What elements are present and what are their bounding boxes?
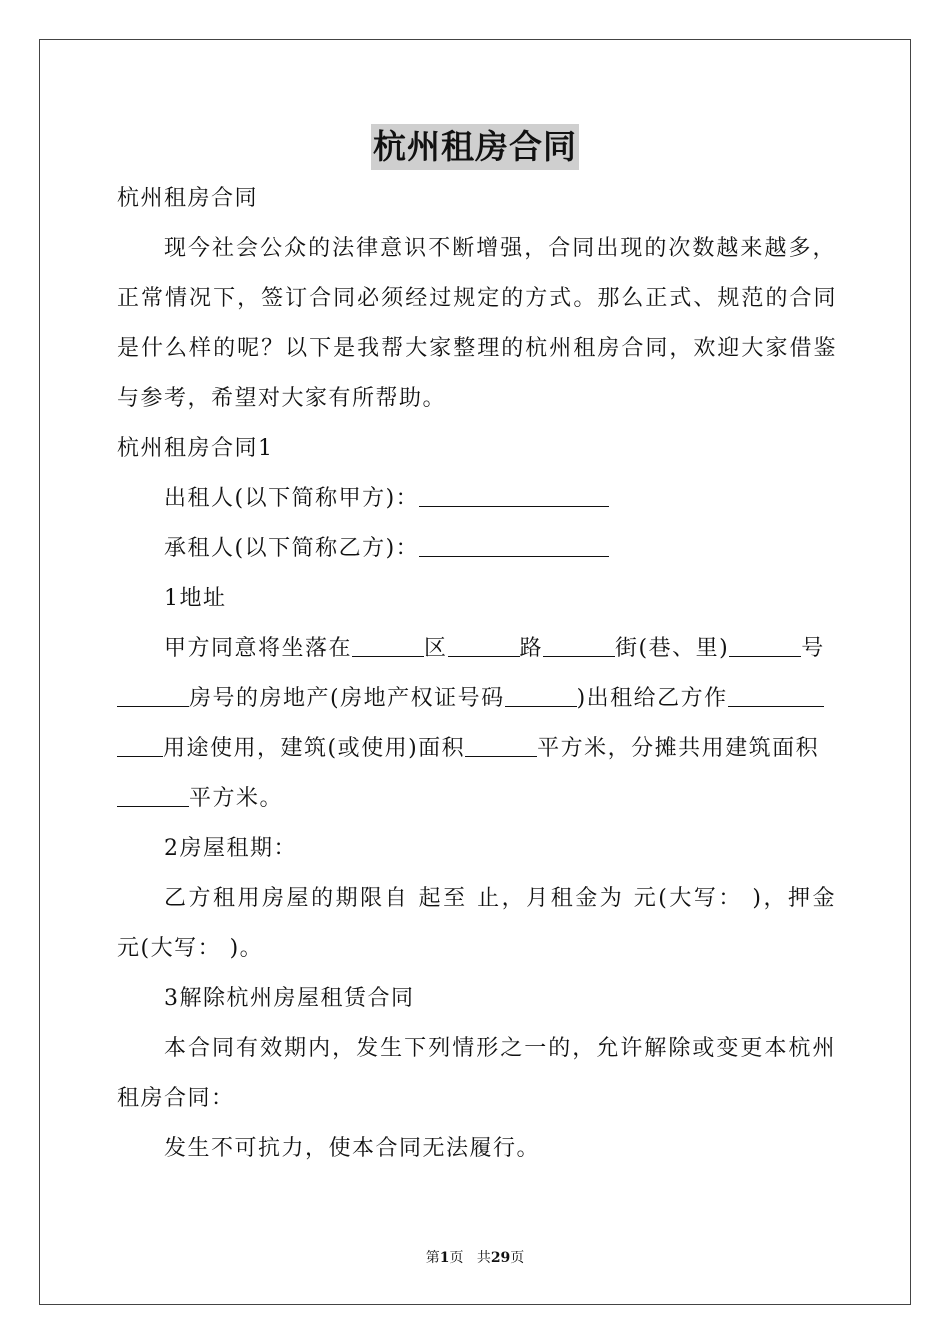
lessor-blank xyxy=(419,486,609,507)
sec1-text: 街(巷、里) xyxy=(615,636,730,661)
lessee-blank xyxy=(419,536,609,557)
lessor-line xyxy=(164,484,836,514)
footer-total-suffix: 页 xyxy=(510,1250,525,1266)
document-title: 杭州租房合同 xyxy=(371,124,579,170)
lessee-line xyxy=(164,534,836,564)
sec1-text: 甲方同意将坐落在 xyxy=(164,636,353,661)
number-blank xyxy=(729,636,801,657)
sec1-text: 路 xyxy=(519,636,544,661)
shared-area-blank xyxy=(117,786,189,807)
contract-heading: 杭州租房合同1 xyxy=(117,436,274,461)
usage-blank-a xyxy=(728,686,824,707)
intro-line-1: 现今社会公众的法律意识不断增强，合同出现的次数越来越多， xyxy=(164,236,836,261)
section-3-heading: 3解除杭州房屋租赁合同 xyxy=(164,986,415,1011)
lessor-label: 出租人(以下简称甲方)： xyxy=(164,486,420,511)
sec1-text: 号 xyxy=(801,636,825,661)
footer-page-suffix: 页 xyxy=(449,1250,464,1266)
section-1-line-4 xyxy=(117,784,837,814)
lessee-label: 承租人(以下简称乙方)： xyxy=(164,536,420,561)
area-blank xyxy=(465,736,537,757)
intro-line-2: 正常情况下，签订合同必须经过规定的方式。那么正式、规范的合同 xyxy=(117,286,837,311)
sec1-text: 区 xyxy=(424,636,448,661)
title-block xyxy=(0,124,950,170)
sec1-text: )出租给乙方作 xyxy=(576,686,728,711)
section-2-line-1: 乙方租用房屋的期限自 起至 止，月租金为 元(大写： )，押金 xyxy=(164,886,836,911)
section-3-item-1: 发生不可抗力，使本合同无法履行。 xyxy=(164,1136,541,1161)
road-blank xyxy=(448,636,520,657)
section-1-line-2 xyxy=(117,684,837,714)
usage-blank-b xyxy=(117,736,163,757)
section-1-line-1 xyxy=(164,634,836,664)
footer-total-number: 29 xyxy=(490,1250,511,1266)
footer-page-number: 1 xyxy=(439,1250,450,1266)
section-3-line-2: 租房合同： xyxy=(117,1086,235,1111)
sec1-text: 房号的房地产(房地产权证号码 xyxy=(189,686,505,711)
footer-page-prefix: 第 xyxy=(425,1250,440,1266)
footer-total-prefix: 共 xyxy=(476,1250,491,1266)
page-footer xyxy=(0,1248,950,1268)
intro-line-4: 与参考，希望对大家有所帮助。 xyxy=(117,386,447,411)
street-blank xyxy=(543,636,615,657)
section-2-line-2: 元(大写： )。 xyxy=(117,936,264,961)
sec1-text: 平方米，分摊共用建筑面积 xyxy=(537,736,820,761)
section-3-line-1: 本合同有效期内，发生下列情形之一的，允许解除或变更本杭州 xyxy=(164,1036,836,1061)
sec1-text: 用途使用，建筑(或使用)面积 xyxy=(163,736,466,761)
certificate-blank xyxy=(505,686,577,707)
section-1-line-3 xyxy=(117,734,837,764)
sec1-text: 平方米。 xyxy=(189,786,284,811)
district-blank xyxy=(352,636,424,657)
intro-line-3: 是什么样的呢？以下是我帮大家整理的杭州租房合同，欢迎大家借鉴 xyxy=(117,336,837,361)
page-border xyxy=(39,39,911,1305)
section-2-heading: 2房屋租期： xyxy=(164,836,297,861)
section-1-heading: 1地址 xyxy=(164,586,227,611)
room-blank xyxy=(117,686,189,707)
document-subtitle: 杭州租房合同 xyxy=(117,186,259,211)
